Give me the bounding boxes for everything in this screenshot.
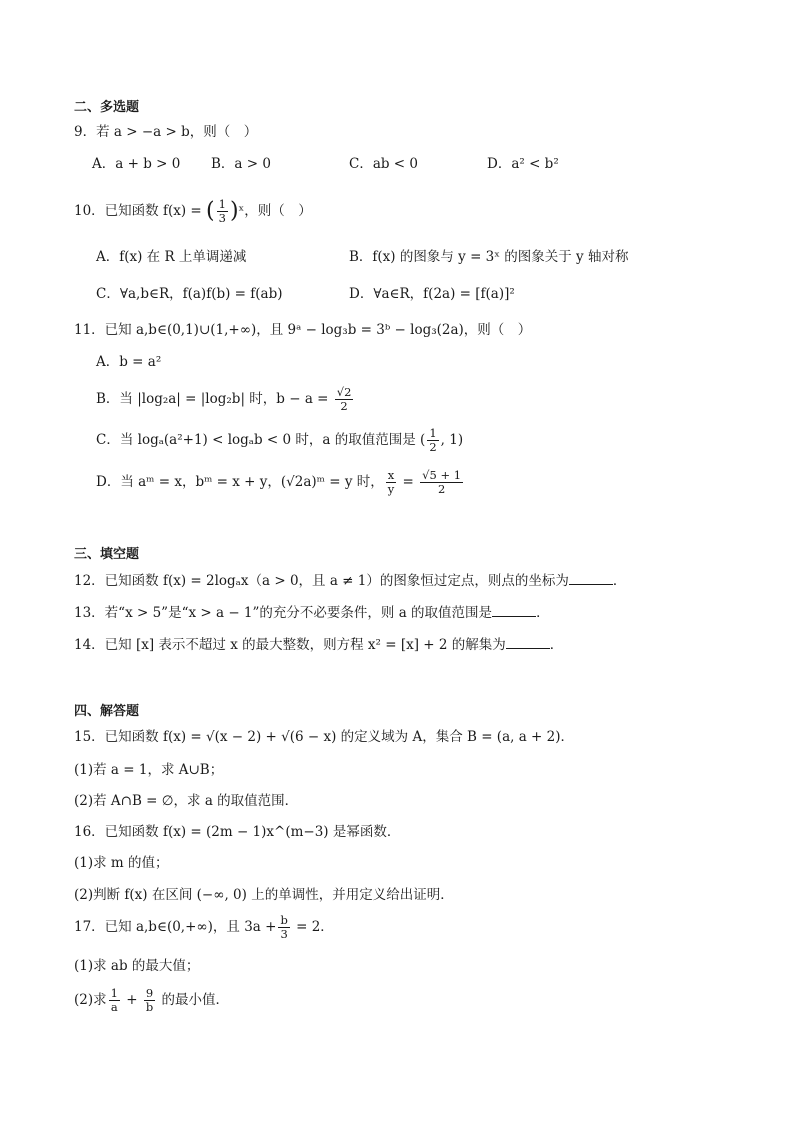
question-9-option-c: C．ab < 0 [349, 156, 419, 172]
fraction-denominator: 3 [280, 927, 288, 941]
question-10-stem [74, 196, 312, 227]
option-b-fraction [335, 386, 354, 413]
question-15-stem: 15．已知函数 f(x) = √(x − 2) + √(6 − x) 的定义域为 A，集合 B = (a, a + 2)． [74, 729, 575, 745]
fraction-numerator: √2 [336, 385, 352, 399]
option-d-fraction-2 [420, 469, 463, 496]
question-11-stem: 11．已知 a,b∈(0,1)∪(1,+∞)，且 9ᵃ − log₃b = 3ᵇ − log₃(2a)，则（ ） [74, 322, 532, 338]
question-10-stem-prefix: 10．已知函数 f(x) = [74, 203, 202, 219]
fraction-numerator: 1 [429, 426, 437, 440]
fraction-denominator: y [387, 482, 395, 496]
question-17-stem-suffix: = 2． [291, 919, 334, 935]
question-10-option-c: C．∀a,b∈R，f(a)f(b) = f(ab) [96, 286, 283, 302]
part-2-prefix: (2)求 [74, 992, 107, 1008]
part-2-fraction-1 [109, 987, 120, 1014]
question-10-option-d: D．∀a∈R，f(2a) = [f(a)]² [349, 286, 515, 302]
question-16-part-1: (1)求 m 的值； [74, 855, 169, 871]
section-heading-answer: 四、解答题 [74, 704, 140, 719]
fraction-numerator: 1 [110, 986, 118, 1000]
question-9-option-a: A．a + b > 0 [92, 156, 181, 172]
answer-blank [506, 636, 550, 649]
question-12 [74, 571, 626, 591]
fraction-denominator: 3 [218, 211, 226, 225]
fraction-numerator: 1 [218, 197, 226, 211]
section-heading-fill-blank: 三、填空题 [74, 547, 140, 562]
section-heading-multiple-choice: 二、多选题 [74, 100, 140, 115]
fraction-denominator: 2 [429, 440, 437, 454]
question-11-option-a: A．b = a² [96, 354, 162, 370]
question-15-part-2: (2)若 A∩B = ∅，求 a 的取值范围． [74, 793, 299, 809]
question-11-option-c [96, 424, 463, 456]
right-paren: ) [229, 198, 239, 224]
fraction-denominator: a [110, 1000, 118, 1014]
question-16-part-2: (2)判断 f(x) 在区间 (−∞, 0) 上的单调性，并用定义给出证明． [74, 887, 454, 903]
option-d-fraction-1 [386, 469, 397, 496]
question-10-option-a: A．f(x) 在 R 上单调递减 [96, 249, 247, 265]
question-16-stem: 16．已知函数 f(x) = (2m − 1)x^(m−3) 是幂函数． [74, 824, 401, 840]
question-13 [74, 603, 550, 623]
question-17-part-1: (1)求 ab 的最大值； [74, 958, 200, 974]
plus-sign: + [121, 992, 142, 1008]
question-15-part-1: (1)若 a = 1，求 A∪B； [74, 762, 224, 778]
fraction-denominator: 2 [437, 482, 446, 496]
question-17-fraction [278, 914, 289, 941]
question-14-text: 14．已知 [x] 表示不超过 x 的最大整数，则方程 x² = [x] + 2 的解集为 [74, 637, 506, 653]
option-c-text: C．当 logₐ(a²+1) < logₐb < 0 时，a 的取值范围是 ( [96, 432, 426, 448]
fraction-numerator: 9 [145, 986, 154, 1000]
question-12-period: ． [612, 573, 627, 589]
left-paren: ( [206, 198, 215, 224]
answer-blank [569, 572, 613, 585]
question-11-option-b [96, 382, 355, 416]
equals-sign: = [398, 474, 419, 490]
fraction-numerator: b [280, 913, 288, 927]
question-14 [74, 635, 563, 655]
question-17-stem-prefix: 17．已知 a,b∈(0,+∞)，且 3a + [74, 919, 277, 935]
question-9-stem: 9．若 a > −a > b，则（ ） [74, 124, 258, 140]
fraction-denominator: 2 [340, 399, 348, 413]
part-2-fraction-2 [144, 987, 155, 1014]
part-2-suffix: 的最小值． [157, 992, 230, 1008]
question-10-option-b: B．f(x) 的图象与 y = 3ˣ 的图象关于 y 轴对称 [349, 249, 629, 265]
question-11-option-d [96, 466, 465, 498]
question-10-stem-suffix: ˣ，则（ ） [238, 203, 312, 219]
option-b-text: B．当 |log₂a| = |log₂b| 时，b − a = [96, 391, 329, 407]
fraction-numerator: √5 + 1 [422, 468, 462, 482]
question-13-period: ． [536, 605, 550, 621]
fraction-numerator: x [387, 468, 395, 482]
question-13-text: 13．若“x > 5”是“x > a − 1”的充分不必要条件，则 a 的取值范围是 [74, 605, 493, 621]
option-c-fraction [427, 427, 438, 454]
question-12-text: 12．已知函数 f(x) = 2logₐx（a > 0，且 a ≠ 1）的图象恒过定点，则点的坐标为 [74, 573, 569, 589]
option-d-text: D．当 aᵐ = x，bᵐ = x + y，(√2a)ᵐ = y 时， [96, 474, 384, 490]
fraction-denominator: b [145, 1000, 154, 1014]
question-10-fraction [217, 198, 228, 225]
question-17-part-2 [74, 982, 229, 1018]
question-9-option-d: D．a² < b² [487, 156, 559, 172]
answer-blank [492, 604, 536, 617]
option-c-suffix: , 1) [440, 432, 464, 448]
question-9-option-b: B．a > 0 [211, 156, 271, 172]
question-14-period: ． [549, 637, 564, 653]
question-17-stem [74, 910, 334, 944]
